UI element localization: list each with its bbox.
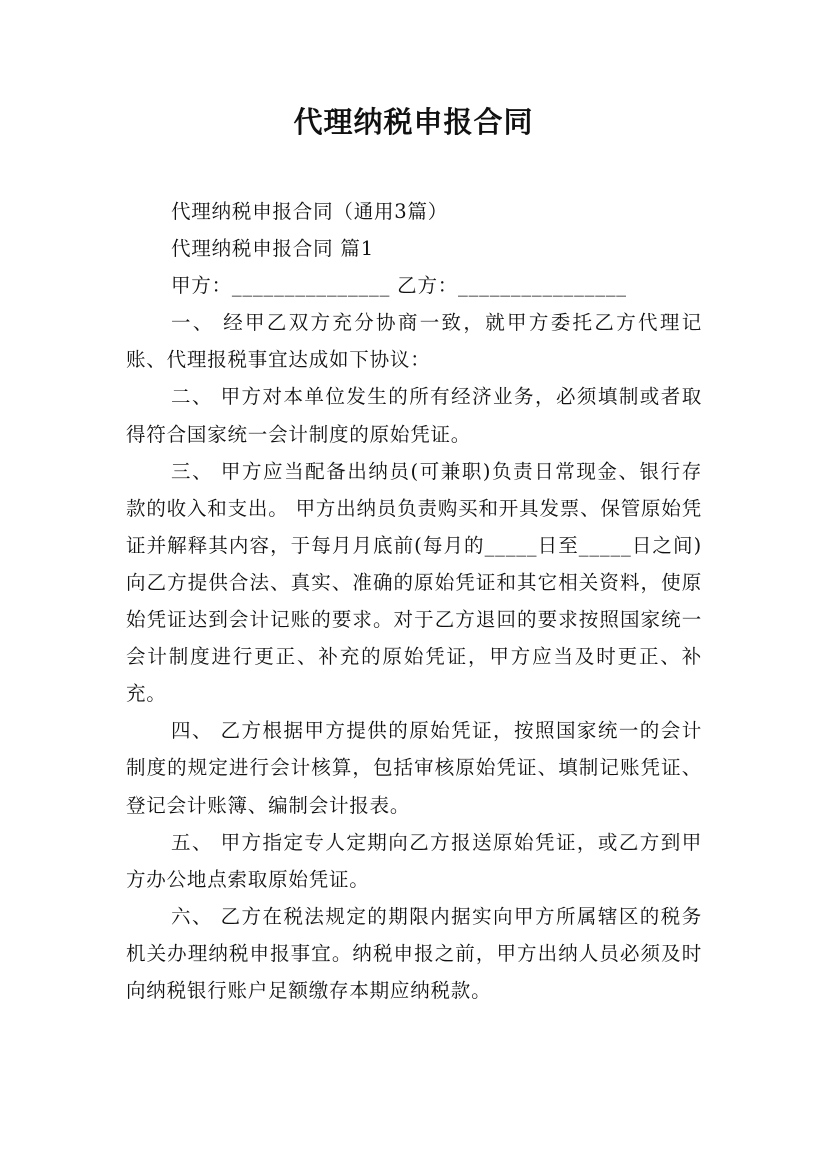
section-heading: 代理纳税申报合同 篇1 [171, 237, 374, 261]
clause-5: 五、 甲方指定专人定期向乙方报送原始凭证，或乙方到甲方办公地点索取原始凭证。 [126, 830, 702, 891]
document-body [126, 193, 702, 1009]
subtitle-line: 代理纳税申报合同（通用3篇） [171, 200, 449, 223]
parties-line: 甲方：_______________ 乙方：________________ [171, 274, 627, 298]
clause-3: 三、 甲方应当配备出纳员(可兼职)负责日常现金、银行存款的收入和支出。 甲方出纳员负责购买和开具发票、保管原始凭证并解释其内容，于每月月底前(每月的_____日至_____日之间)向乙方提供合法、真实、准确的原始凭证和其它相关资料，使原始凭证达到会计记账的要求。对于乙方退回的要求按照国家统一会计制度进行更正、补充的原始凭证，甲方应当及时更正、补充。 [126, 459, 702, 706]
clause-2: 二、 甲方对本单位发生的所有经济业务，必须填制或者取得符合国家统一会计制度的原始凭证。 [126, 385, 702, 446]
document-title: 代理纳税申报合同 [293, 105, 534, 139]
clause-4: 四、 乙方根据甲方提供的原始凭证，按照国家统一的会计制度的规定进行会计核算，包括审核原始凭证、填制记账凭证、登记会计账簿、编制会计报表。 [126, 719, 702, 817]
clause-6: 六、 乙方在税法规定的期限内据实向甲方所属辖区的税务机关办理纳税申报事宜。纳税申报之前，甲方出纳人员必须及时向纳税银行账户足额缴存本期应纳税款。 [126, 904, 702, 1002]
clause-1: 一、 经甲乙双方充分协商一致，就甲方委托乙方代理记账、代理报税事宜达成如下协议： [126, 311, 702, 372]
